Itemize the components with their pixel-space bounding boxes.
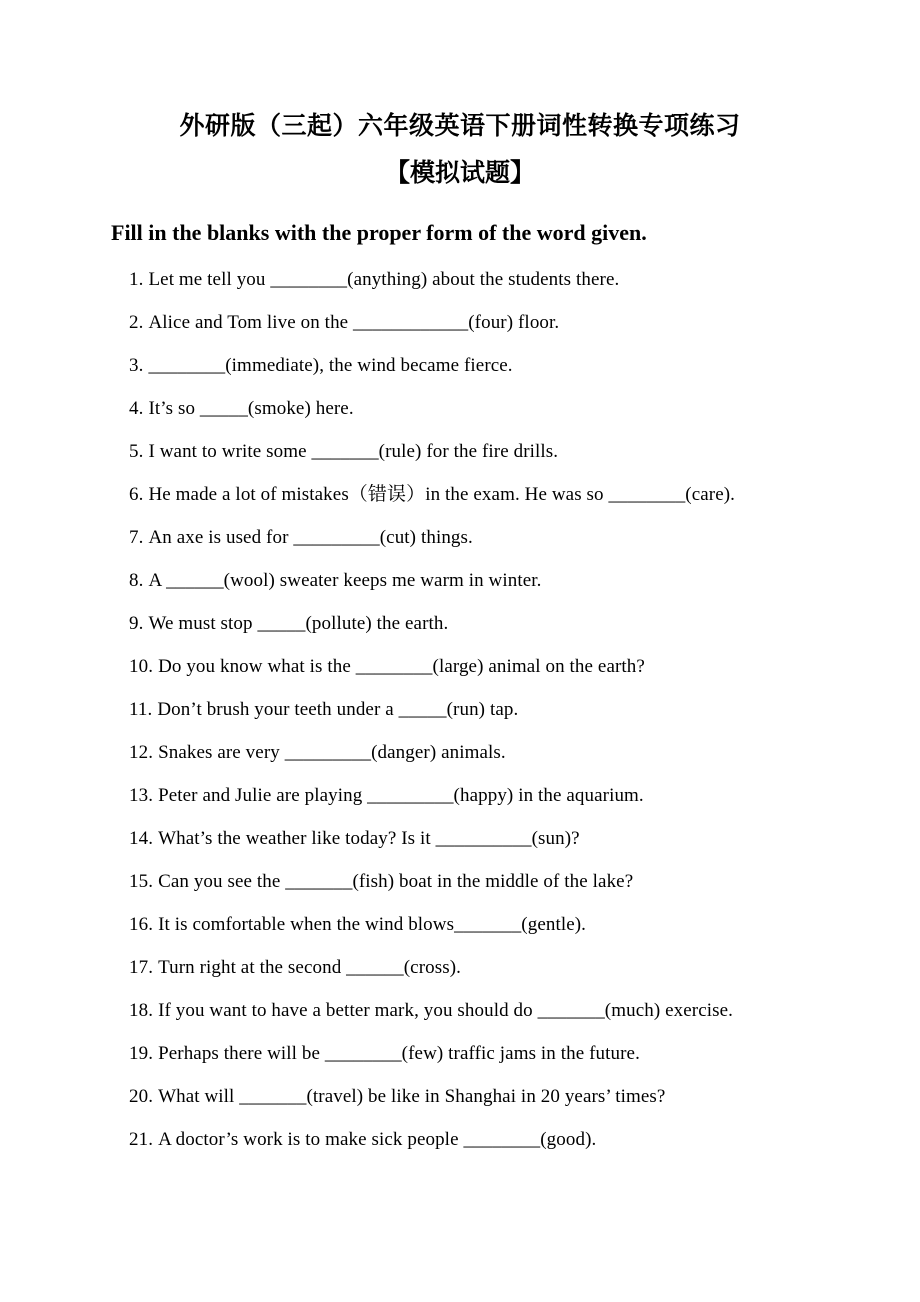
item-text: Perhaps there will be ________(few) traffic jams in the future. bbox=[158, 1043, 640, 1065]
item-text: Turn right at the second ______(cross). bbox=[158, 957, 461, 979]
item-number: 11. bbox=[129, 699, 153, 721]
list-item bbox=[129, 1087, 920, 1107]
list-item bbox=[129, 743, 920, 763]
list-item bbox=[129, 399, 920, 419]
item-number: 13. bbox=[129, 785, 154, 807]
item-text: ________(immediate), the wind became fierce. bbox=[148, 355, 513, 377]
item-text: I want to write some _______(rule) for the fire drills. bbox=[148, 441, 559, 463]
list-item bbox=[129, 442, 920, 462]
instruction-heading: Fill in the blanks with the proper form of the word given. bbox=[111, 220, 647, 246]
list-item bbox=[129, 1001, 920, 1021]
item-number: 1. bbox=[129, 269, 144, 291]
item-number: 7. bbox=[129, 527, 144, 549]
item-text: What will _______(travel) be like in Shanghai in 20 years’ times? bbox=[158, 1086, 666, 1108]
list-item bbox=[129, 528, 920, 548]
list-item bbox=[129, 700, 920, 720]
item-number: 18. bbox=[129, 1000, 154, 1022]
list-item bbox=[129, 270, 920, 290]
item-text: It’s so _____(smoke) here. bbox=[148, 398, 354, 420]
item-number: 9. bbox=[129, 613, 144, 635]
item-text: If you want to have a better mark, you should do _______(much) exercise. bbox=[158, 1000, 733, 1022]
list-item bbox=[129, 872, 920, 892]
list-item bbox=[129, 571, 920, 591]
item-number: 5. bbox=[129, 441, 144, 463]
item-number: 10. bbox=[129, 656, 154, 678]
item-text: Alice and Tom live on the ____________(four) floor. bbox=[148, 312, 560, 334]
item-number: 6. bbox=[129, 484, 144, 506]
page-title: 外研版（三起）六年级英语下册词性转换专项练习 bbox=[179, 113, 741, 140]
item-number: 2. bbox=[129, 312, 144, 334]
list-item bbox=[129, 1044, 920, 1064]
item-text: What’s the weather like today? Is it __________(sun)? bbox=[158, 828, 580, 850]
item-text: Peter and Julie are playing _________(happy) in the aquarium. bbox=[158, 785, 644, 807]
item-number: 14. bbox=[129, 828, 154, 850]
item-number: 19. bbox=[129, 1043, 154, 1065]
item-text: Let me tell you ________(anything) about the students there. bbox=[148, 269, 620, 291]
item-text: Can you see the _______(fish) boat in the middle of the lake? bbox=[158, 871, 634, 893]
item-number: 20. bbox=[129, 1086, 154, 1108]
item-number: 15. bbox=[129, 871, 154, 893]
item-text: An axe is used for _________(cut) things. bbox=[148, 527, 473, 549]
item-number: 16. bbox=[129, 914, 154, 936]
list-item bbox=[129, 958, 920, 978]
item-text: Don’t brush your teeth under a _____(run) tap. bbox=[157, 699, 519, 721]
list-item bbox=[129, 614, 920, 634]
item-number: 3. bbox=[129, 355, 144, 377]
exercise-list bbox=[0, 270, 920, 1150]
item-number: 17. bbox=[129, 957, 154, 979]
list-item bbox=[129, 356, 920, 376]
item-text: It is comfortable when the wind blows_______(gentle). bbox=[158, 914, 587, 936]
list-item bbox=[129, 915, 920, 935]
item-text: A doctor’s work is to make sick people ________(good). bbox=[158, 1129, 597, 1151]
list-item bbox=[129, 313, 920, 333]
item-number: 21. bbox=[129, 1129, 154, 1151]
list-item bbox=[129, 1130, 920, 1150]
list-item bbox=[129, 485, 920, 505]
item-text: Do you know what is the ________(large) animal on the earth? bbox=[158, 656, 645, 678]
list-item bbox=[129, 829, 920, 849]
list-item bbox=[129, 657, 920, 677]
item-text: We must stop _____(pollute) the earth. bbox=[148, 613, 449, 635]
item-number: 4. bbox=[129, 398, 144, 420]
item-text: He made a lot of mistakes（错误）in the exam. He was so ________(care). bbox=[148, 484, 736, 506]
item-number: 12. bbox=[129, 742, 154, 764]
list-item bbox=[129, 786, 920, 806]
item-text: A ______(wool) sweater keeps me warm in winter. bbox=[148, 570, 542, 592]
page-subtitle: 【模拟试题】 bbox=[384, 159, 535, 187]
item-number: 8. bbox=[129, 570, 144, 592]
item-text: Snakes are very _________(danger) animals. bbox=[158, 742, 506, 764]
